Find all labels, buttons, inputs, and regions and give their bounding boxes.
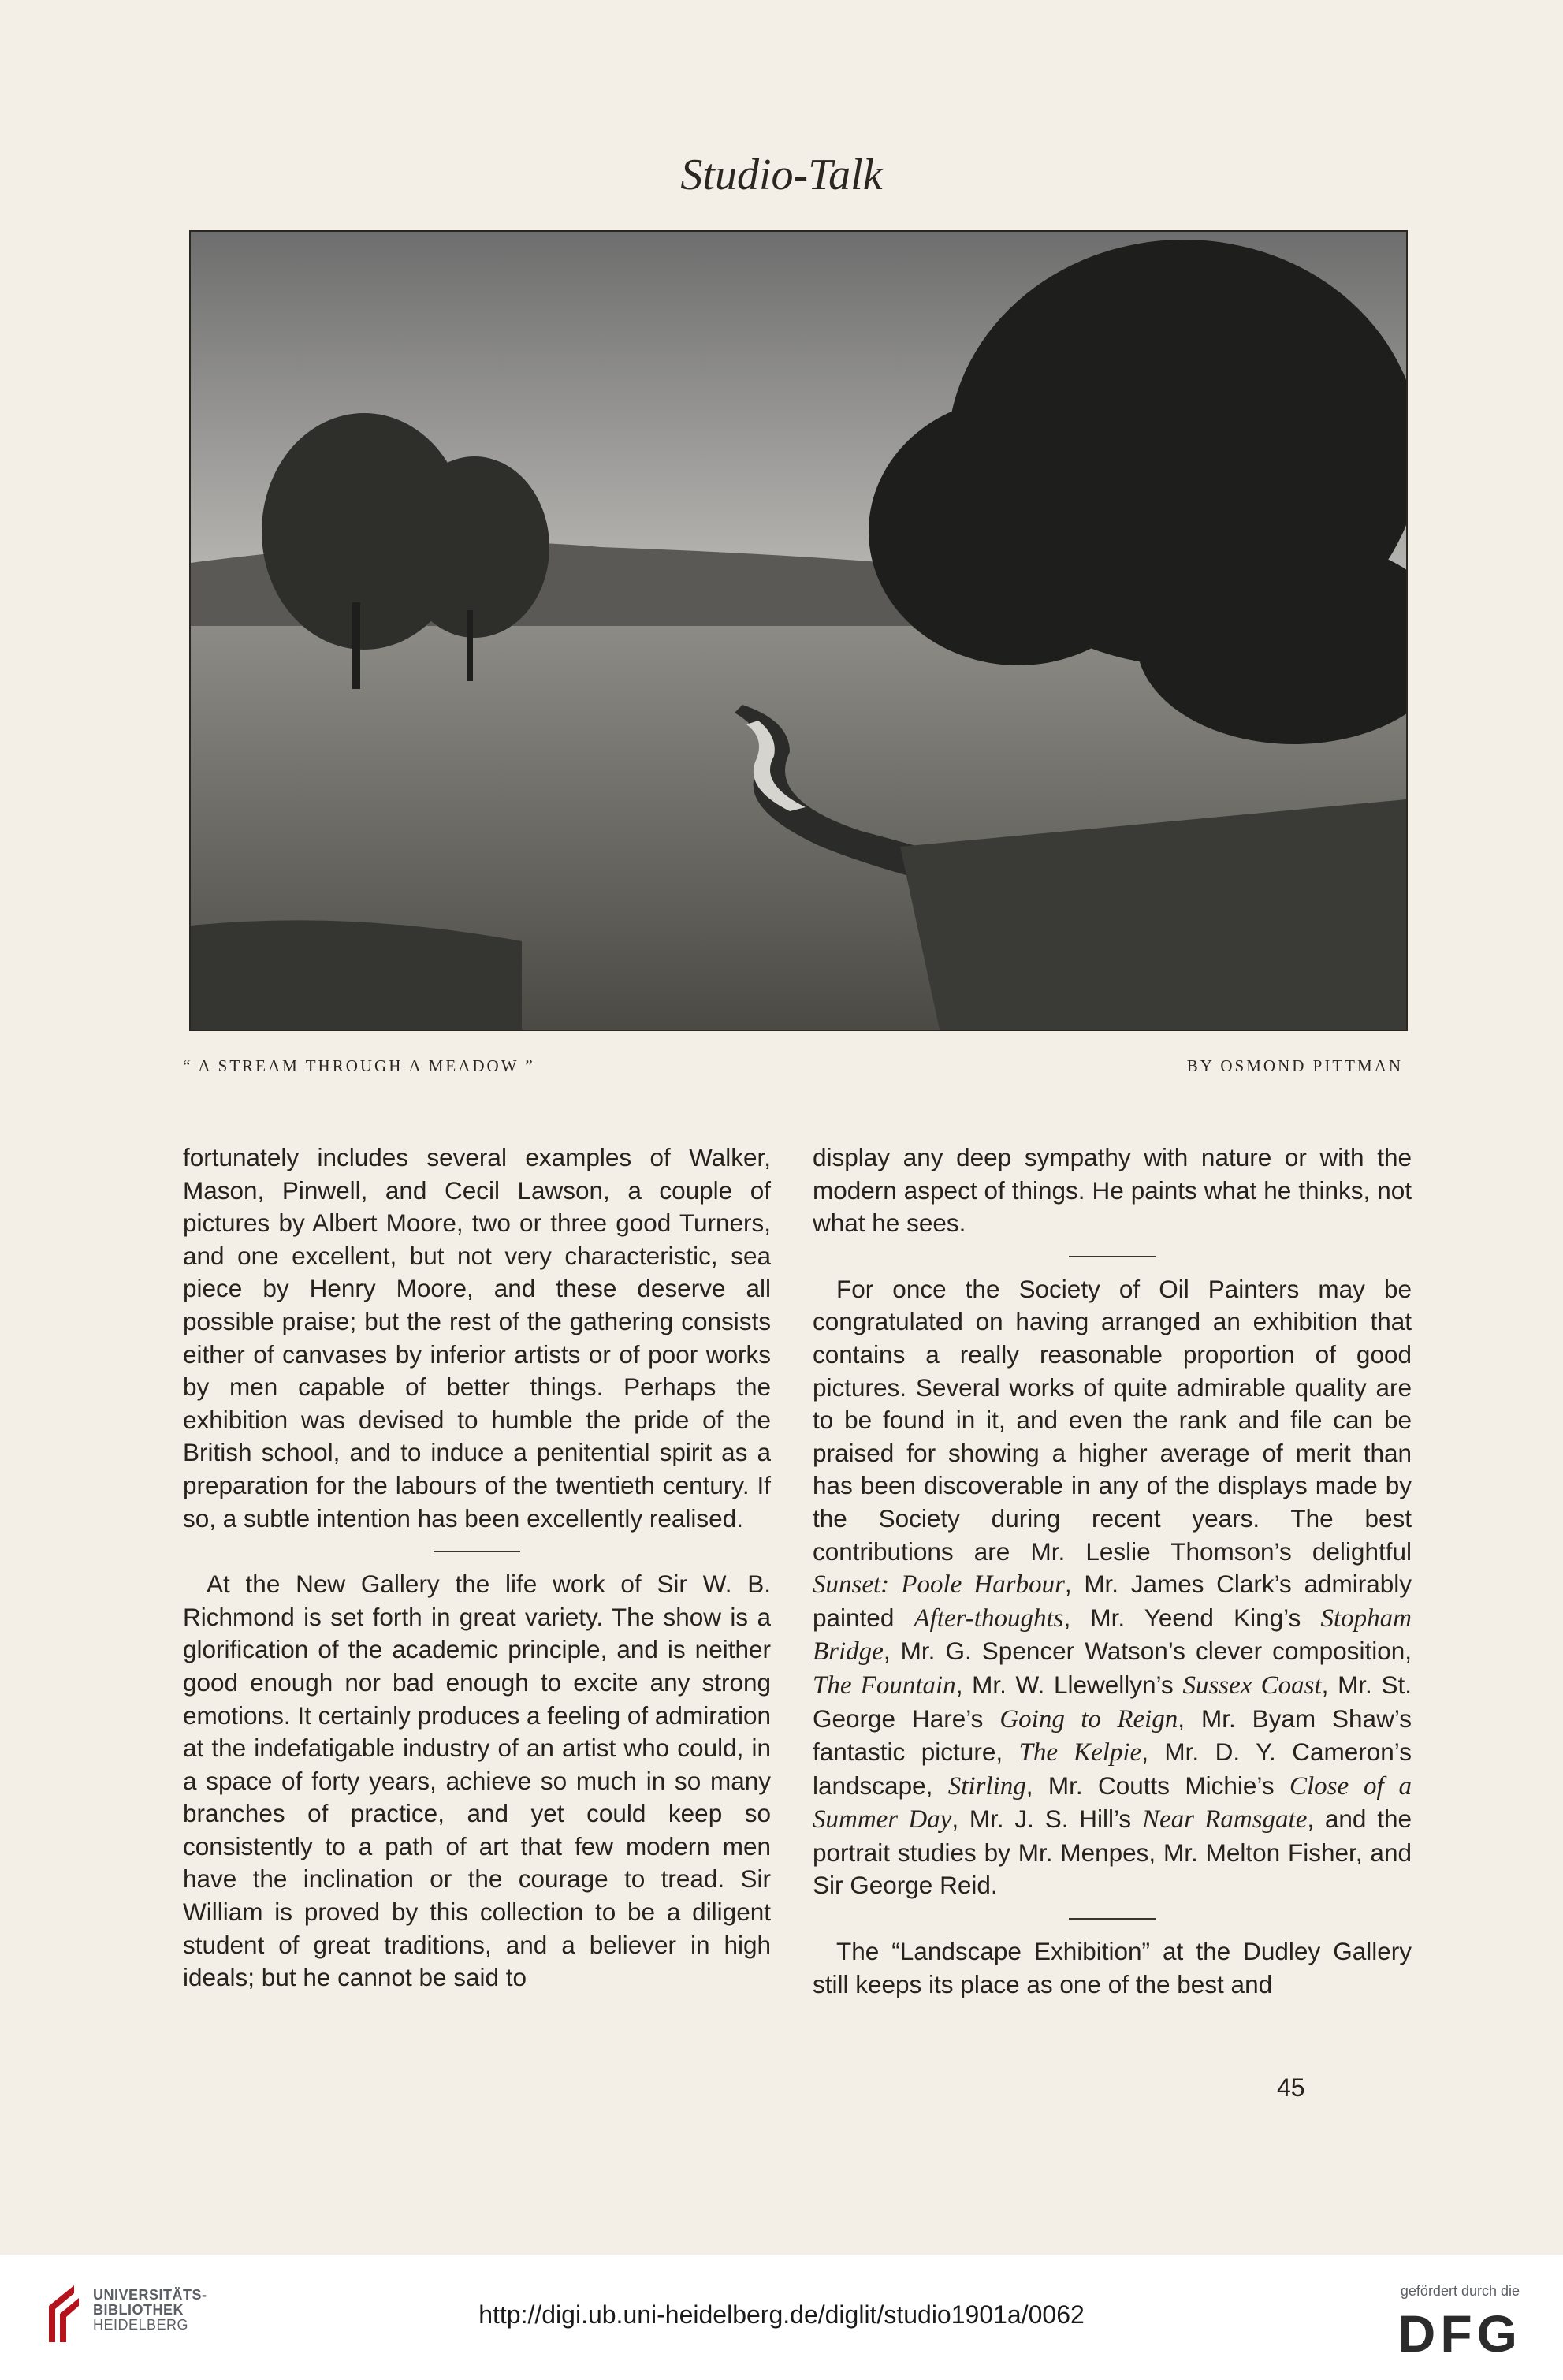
paragraph-text: For once the Society of Oil Painters may be congratulated on having arranged an exhibition that contains a really reasonable proportion of good pictures. Several works of quite admirable quality are to be found in it, and even the rank and file can be praised for showing a higher average of merit than has been discoverable in any of the displays made by the Society during recent years. The best contributions are Mr. Leslie Thomson’s delightful <box>813 1274 1412 1566</box>
artwork-title: Going to Reign <box>999 1704 1178 1734</box>
right-paragraph-2 <box>813 1273 1412 1902</box>
paragraph-text: , Mr. Byam Shaw’s fantastic picture, <box>813 1704 1412 1767</box>
paragraph-text: , Mr. St. George Hare’s <box>813 1670 1412 1733</box>
running-head: Studio-Talk <box>680 151 883 199</box>
page-number: 45 <box>1277 2073 1305 2102</box>
artwork-title: Close of a Summer Day <box>813 1771 1412 1834</box>
funded-by-label: gefördert durch die <box>1400 2283 1520 2299</box>
artwork-title: Stopham Bridge <box>813 1603 1412 1667</box>
artwork-title: Near Ramsgate <box>1141 1805 1308 1834</box>
right-paragraph-1: display any deep sympathy with nature or with the modern aspect of things. He paints what he thinks, not what he sees. <box>813 1143 1412 1238</box>
paragraph-text: , Mr. G. Spencer Watson’s clever composition, <box>883 1637 1412 1666</box>
paragraph-text: , Mr. James Clark’s admirably painted <box>813 1570 1412 1632</box>
section-divider <box>434 1551 520 1552</box>
paragraph-text: , Mr. W. Llewellyn’s <box>955 1670 1183 1699</box>
artwork-title: Stirling <box>947 1771 1026 1801</box>
artwork-title: After-thoughts <box>914 1603 1064 1633</box>
artwork-title: Sussex Coast <box>1182 1670 1322 1700</box>
plate-caption-title: “ A STREAM THROUGH A MEADOW ” <box>183 1056 535 1075</box>
paragraph-text: , and the portrait studies by Mr. Menpes, Mr. Melton Fisher, and Sir George Reid. <box>813 1805 1412 1900</box>
left-column <box>183 1142 771 1995</box>
section-divider <box>1069 1256 1156 1257</box>
plate-caption-artist: BY OSMOND PITTMAN <box>1186 1056 1403 1075</box>
artwork-title: Sunset: Poole Harbour <box>813 1570 1065 1600</box>
right-paragraph-3: The “Landscape Exhibition” at the Dudley Gallery still keeps its place as one of the best and <box>813 1937 1412 1998</box>
paragraph-text: , Mr. Coutts Michie’s <box>1025 1771 1289 1800</box>
paragraph-text: , Mr. Yeend King’s <box>1063 1603 1321 1632</box>
paragraph-text: , Mr. J. S. Hill’s <box>951 1805 1142 1834</box>
artwork-title: The Fountain <box>813 1670 956 1700</box>
section-divider <box>1069 1918 1156 1920</box>
right-column <box>813 1142 1412 2001</box>
artwork-title: The Kelpie <box>1018 1738 1142 1767</box>
landscape-painting <box>191 232 1406 1030</box>
plate-illustration <box>189 230 1408 1031</box>
dfg-logo: DFG <box>1397 2304 1522 2363</box>
library-name: UNIVERSITÄTS- BIBLIOTHEK HEIDELBERG <box>93 2287 207 2333</box>
left-paragraph-2: At the New Gallery the life work of Sir W. B. Richmond is set forth in great variety. The show is a glorification of the academic principle, and is neither good enough nor bad enough to excite any strong emotions. It certainly produces a feeling of admiration at the indefatigable industry of an artist who could, in a space of forty years, achieve so much in so many branches of practice, and yet could keep so consistently to a path of art that few modern men have the inclination or the courage to tread. Sir William is proved by this collection to be a diligent student of great traditions, and a believer in high ideals; but he cannot be said to <box>183 1570 771 1992</box>
left-paragraph-1: fortunately includes several examples of Walker, Mason, Pinwell, and Cecil Lawson, a couple of pictures by Albert Moore, two or three good Turners, and one excellent, but not very characteristic, sea piece by Henry Moore, and these deserve all possible praise; but the rest of the gathering consists either of canvases by inferior artists or of poor works by men capable of better things. Perhaps the exhibition was devised to humble the pride of the British school, and to induce a penitential spirit as a preparation for the labours of the twentieth century. If so, a subtle intention has been excellently realised. <box>183 1143 771 1533</box>
paragraph-text: , Mr. D. Y. Cameron’s landscape, <box>813 1738 1412 1800</box>
source-url-link[interactable]: http://digi.ub.uni-heidelberg.de/diglit/studio1901a/0062 <box>478 2300 1085 2329</box>
